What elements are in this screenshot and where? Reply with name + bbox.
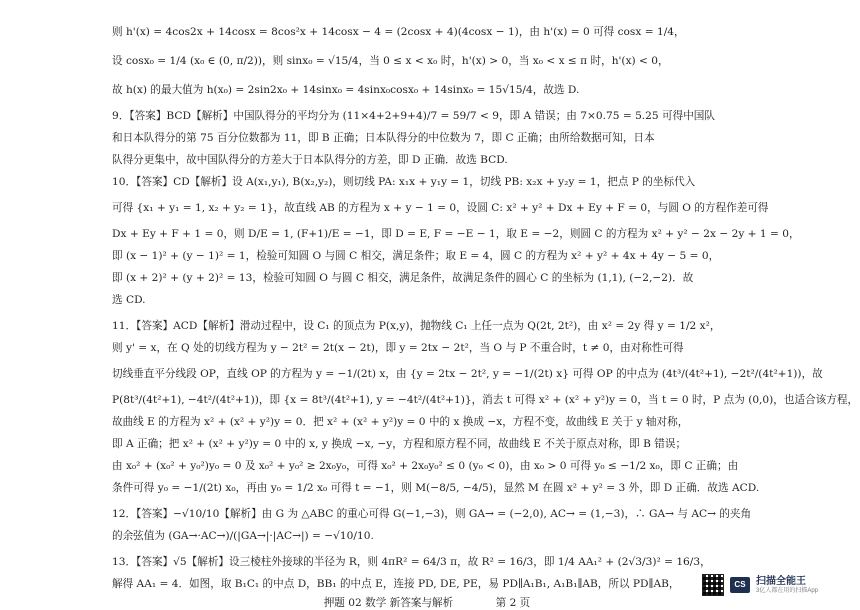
qr-code-icon (702, 574, 724, 596)
text-line: 的余弦值为 (GA→·AC→)/(|GA→|·|AC→|) = −√10/10. (112, 530, 374, 542)
text-line: 则 y' = x，在 Q 处的切线方程为 y − 2t² = 2t(x − 2t)，即 y = 2tx − 2t²，当 O 与 P 不重合时，t ≠ 0，由对称性可得 (112, 342, 684, 354)
text-line: 即 (x − 1)² + (y − 1)² = 1，检验可知圆 O 与圆 C 相交，满足条件；取 E = 4，圆 C 的方程为 x² + y² + 4x + 4y − 5 = 0， (112, 250, 720, 262)
scanner-name: 扫描全能王 (755, 575, 806, 587)
text-line: 解得 AA₁ = 4．如图，取 B₁C₁ 的中点 D，BB₁ 的中点 E，连接 PD, DE, PE，易 PD∥A₁B₁, A₁B₁∥AB，所以 PD∥AB， (112, 578, 680, 590)
text-line: 则 h'(x) = 4cos2x + 14cosx = 8cos²x + 14cosx − 4 = (2cosx + 4)(4cosx − 1)，由 h'(x) = 0 可得 cosx = 1/4， (112, 26, 685, 38)
text-line: 10．【答案】CD【解析】设 A(x₁,y₁), B(x₂,y₂)，则切线 PA: x₁x + y₁y = 1，切线 PB: x₂x + y₂y = 1，把点 P 的坐标代入 (112, 176, 696, 188)
page-footer: 押题 02 数学 新答案与解析 第 2 页 (323, 597, 531, 609)
text-line: 即 A 正确；把 x² + (x² + y²)y = 0 中的 x, y 换成 −x, −y，方程和原方程不同，故曲线 E 不关于原点对称，即 B 错误； (112, 438, 687, 450)
text-line: 选 CD. (112, 294, 146, 306)
text-line: Dx + Ey + F + 1 = 0，则 D/E = 1, (F+1)/E = −1，即 D = E, F = −E − 1，取 E = −2，则圆 C 的方程为 x² + y² − 2x − 2y + 1 = 0， (112, 228, 800, 240)
text-line: 队得分更集中，故中国队得分的方差大于日本队得分的方差，即 D 正确．故选 BCD. (112, 154, 508, 166)
text-line: 故 h(x) 的最大值为 h(x₀) = 2sin2x₀ + 14sinx₀ = 4sinx₀cosx₀ + 14sinx₀ = 15√15/4，故选 D. (112, 84, 580, 96)
scanner-tagline: 3亿人都在用的扫描App (755, 587, 818, 594)
text-line: 13．【答案】√5【解析】设三棱柱外接球的半径为 R，则 4πR² = 64/3 π，故 R² = 16/3，即 1/4 AA₁² + (2√3/3)² = 16/3， (112, 556, 711, 568)
text-line: 由 x₀² + (x₀² + y₀²)y₀ = 0 及 x₀² + y₀² ≥ 2x₀y₀，可得 x₀² + 2x₀y₀² ≤ 0 (y₀ < 0)，由 x₀ > 0 可得 y₀ ≤ −1/2 x₀，即 C 正确；由 (112, 460, 739, 472)
text-line: 9．【答案】BCD【解析】中国队得分的平均分为 (11×4+2+9+4)/7 = 59/7 < 9，即 A 错误；由 7×0.75 = 5.25 可得中国队 (112, 110, 715, 122)
camscanner-logo-icon: CS (730, 577, 750, 593)
text-line: 即 (x + 2)² + (y + 2)² = 13，检验可知圆 O 与圆 C 相交，满足条件，故满足条件的圆心 C 的坐标为 (1,1), (−2,−2)．故 (112, 272, 694, 284)
text-line: 和日本队得分的第 75 百分位数都为 11，即 B 正确；日本队得分的中位数为 7，即 C 正确；由所给数据可知，日本 (112, 132, 655, 144)
text-line: 11．【答案】ACD【解析】滑动过程中，设 C₁ 的顶点为 P(x,y)，抛物线 C₁ 上任一点为 Q(2t, 2t²)，由 x² = 2y 得 y = 1/2 x²， (112, 320, 721, 332)
scanner-watermark (702, 574, 818, 596)
text-line: 故曲线 E 的方程为 x² + (x² + y²)y = 0．把 x² + (x² + y²)y = 0 中的 x 换成 −x，方程不变，故曲线 E 关于 y 轴对称， (112, 416, 689, 428)
text-line: 切线垂直平分线段 OP，直线 OP 的方程为 y = −1/(2t) x，由 {y = 2tx − 2t², y = −1/(2t) x} 可得 OP 的中点为 (4t³/(4t²+1), −2t²/(4t²+1))，故 (112, 368, 823, 380)
text-line: P(8t³/(4t²+1), −4t²/(4t²+1))，即 {x = 8t³/(4t²+1), y = −4t²/(4t²+1)}，消去 t 可得 x² + (x² + y²)y = 0，当 t = 0 时，P 点为 (0,0)，也适合该方程， (112, 394, 859, 406)
text-line: 12．【答案】−√10/10【解析】由 G 为 △ABC 的重心可得 G(−1,−3)，则 GA→ = (−2,0), AC→ = (1,−3)，∴ GA→ 与 AC→ 的夹角 (112, 508, 752, 520)
text-line: 条件可得 y₀ = −1/(2t) x₀，再由 y₀ = 1/2 x₀ 可得 t = −1，则 M(−8/5, −4/5)，显然 M 在圆 x² + y² = 3 外，即 D 正确．故选 ACD. (112, 482, 760, 494)
scanner-brand (756, 576, 818, 595)
text-line: 可得 {x₁ + y₁ = 1, x₂ + y₂ = 1}，故直线 AB 的方程为 x + y − 1 = 0，设圆 C: x² + y² + Dx + Ey + F = 0，与圆 O 的方程作差可得 (112, 202, 769, 214)
text-line: 设 cosx₀ = 1/4 (x₀ ∈ (0, π/2))，则 sinx₀ = √15/4，当 0 ≤ x < x₀ 时，h'(x) > 0，当 x₀ < x ≤ π 时，h'(x) < 0， (112, 55, 669, 67)
